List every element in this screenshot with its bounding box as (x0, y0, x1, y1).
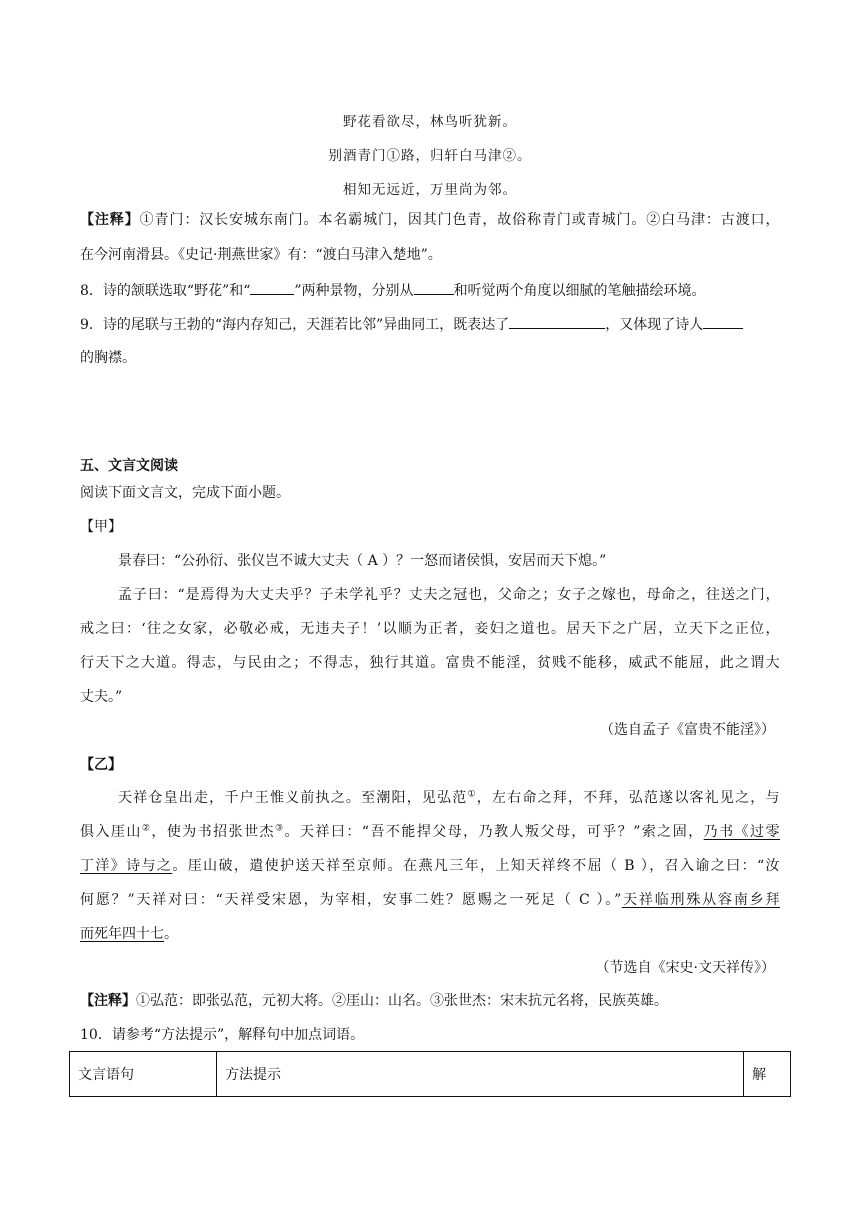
passage-line: 行天下之大道。得志，与民由之；不得志，独行其道。富贵不能淫，贫贱不能移，威武不能屈，此之谓大 (80, 655, 780, 671)
passage-line (80, 856, 780, 876)
note-label: 【注释】 (80, 212, 140, 228)
question-8 (80, 280, 706, 301)
underlined-text: 而死年四十七 (80, 926, 164, 942)
passage-text: 何愿？”天祥对曰：“天祥受宋恩，为宰相，安事二姓？愿赐之一死足（ C ）。” (80, 892, 622, 908)
question-text: 9．诗的尾联与王勃的“海内存知己，天涯若比邻”异曲同工，既表达了 (80, 317, 510, 333)
passage-source: （选自孟子《富贵不能淫》） (600, 722, 775, 738)
passage-text: 俱入厓山 (80, 824, 142, 840)
table-header-cell: 方法提示 (217, 1052, 744, 1097)
passage-text: 。厓山破，遣使护送天祥至京师。在燕凡三年，上知天祥终不屈（ B ），召入谕之曰：“汝 (172, 858, 781, 874)
passage-text: ，左右命之拜，不拜，弘范遂以客礼见之，与 (476, 790, 781, 806)
question-text: ”两种景物，分别从 (294, 283, 414, 299)
passage-line (80, 822, 780, 842)
passage-label-yi: 【乙】 (80, 757, 122, 773)
note-line (80, 991, 668, 1011)
note-line: 在今河南滑县。《史记·荆燕世家》有：“渡白马津入楚地”。 (80, 247, 442, 263)
underlined-text: 丁洋》诗与之 (80, 858, 173, 874)
poem-text: 别酒青门 (328, 148, 387, 164)
section-title: 五、文言文阅读 (80, 458, 178, 474)
passage-text: 天祥仓皇出走，千户王惟义前执之。至潮阳，见弘范 (118, 790, 468, 806)
table-header-cell: 解 (744, 1052, 791, 1097)
answer-blank[interactable] (703, 314, 743, 329)
passage-line (80, 924, 178, 944)
note-line (80, 210, 780, 230)
footnote-marker: ① (467, 789, 477, 800)
passage-line: 戒之曰：‘往之女家，必敬必戒，无违夫子！’以顺为正者，妾妇之道也。居天下之广居，立天下之正位， (80, 621, 780, 637)
passage-line (80, 890, 780, 910)
passage-text: 。 (164, 926, 178, 942)
poem-text: 。 (517, 148, 532, 164)
note-text: ①弘范：即张弘范，元初大将。②厓山：山名。③张世杰：宋末抗元名将，民族英雄。 (136, 993, 668, 1009)
poem-line: 野花看欲尽，林鸟听犹新。 (343, 114, 517, 130)
question-text: ，又体现了诗人 (605, 317, 704, 333)
answer-blank[interactable] (509, 314, 605, 329)
answer-blank[interactable] (250, 280, 294, 295)
passage-source: （节选自《宋史·文天祥传》） (595, 960, 775, 976)
note-text: ①青门：汉长安城东南门。本名霸城门，因其门色青，故俗称青门或青城门。②白马津：古渡口， (139, 212, 780, 228)
poem-line (0, 146, 860, 166)
passage-line (118, 788, 780, 808)
footnote-marker: ② (141, 823, 152, 834)
passage-line: 景春曰：“公孙衍、张仪岂不诚大丈夫（ A ）？一怒而诸侯惧，安居而天下熄。” (118, 553, 607, 569)
note-label: 【注释】 (80, 993, 136, 1009)
passage-line: 丈夫。” (80, 689, 123, 705)
section-instruction: 阅读下面文言文，完成下面小题。 (80, 485, 290, 501)
passage-text: 。天祥曰：“吾不能捍父母，乃教人叛父母，可乎？”索之固， (284, 824, 704, 840)
passage-label-jia: 【甲】 (80, 519, 122, 535)
question-text: 和听觉两个角度以细腻的笔触描绘环境。 (453, 283, 706, 299)
poem-text: 路，归轩白马津 (401, 148, 503, 164)
footnote-marker: ② (502, 148, 517, 164)
question-10: 10．请参考“方法提示”，解释句中加点词语。 (80, 1027, 365, 1043)
footnote-marker: ① (386, 148, 401, 164)
question-9 (80, 314, 743, 335)
table-header-cell: 文言语句 (70, 1052, 217, 1097)
answer-blank[interactable] (414, 280, 454, 295)
passage-text: ，使为书招张世杰 (151, 824, 276, 840)
question-text: 8．诗的颔联选取“野花”和“ (80, 283, 251, 299)
footnote-marker: ③ (275, 823, 285, 834)
table-row (70, 1052, 791, 1097)
question-9-cont: 的胸襟。 (80, 350, 136, 366)
answer-table (69, 1051, 791, 1097)
underlined-text: 天祥临刑殊从容南乡拜 (621, 892, 780, 908)
poem-line: 相知无远近，万里尚为邻。 (343, 182, 517, 198)
passage-line: 孟子曰：“是焉得为大丈夫乎？子未学礼乎？丈夫之冠也，父命之；女子之嫁也，母命之，往送之门， (118, 587, 780, 603)
underlined-text: 乃书《过零 (703, 824, 780, 840)
